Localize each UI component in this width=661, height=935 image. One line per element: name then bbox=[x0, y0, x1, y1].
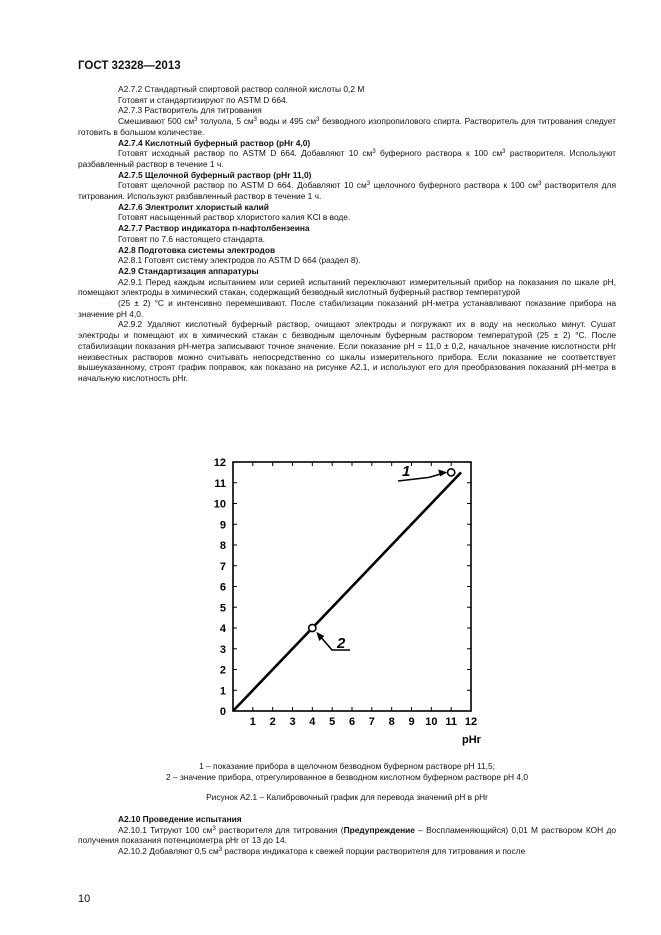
figure-caption: Рисунок А2.1 – Калибровочный график для перевода значений pH в pHr bbox=[206, 792, 488, 802]
y-tick-label: 10 bbox=[213, 498, 226, 511]
section-heading: А2.9 Стандартизация аппаратуры bbox=[118, 265, 259, 276]
calibration-line bbox=[233, 472, 461, 711]
paragraph: (25 ± 2) °С и интенсивно перемешивают. После стабилизации показаний pH-метра устанавливают показание прибора на значение pH 4,0. bbox=[78, 298, 616, 319]
x-tick-label: 8 bbox=[388, 716, 395, 728]
calibration-chart bbox=[0, 450, 661, 750]
paragraph: А2.9.2 Удаляют кислотный буферный раствор, очищают электроды и погружают их в воду на несколько минут. Сушат электроды и помещают их в химический стакан с безводным щелочным буферным раствором температурой (25 ± 2) °С. После стабилизации показания pH-метра записывают точное значение. Если показание pH = 11,0 ± 0,2, начальное значение кислотности pHr неизвестных растворов можно считывать непосредственно со шкалы измерительного прибора. Если показание не соответствует вышеуказанному, строят график поправок, как показано на рисунке А2.1, и используют его для преобразования показаний pH-метра в начальную кислотность pHr. bbox=[78, 319, 616, 383]
paragraph: Готовят по 7.6 настоящего стандарта. bbox=[118, 233, 266, 244]
x-tick-label: 3 bbox=[289, 716, 296, 728]
x-tick-label: 6 bbox=[348, 716, 356, 728]
paragraph: Смешивают 500 $см^3$ толуола, 5 $см^3$ воды и 495 $см^3$ безводного изопропилового спирта. Растворитель для титрования следует готовить в большом количестве. bbox=[78, 116, 616, 137]
paragraph: А2.7.3 Растворитель для титрования bbox=[118, 105, 262, 116]
paragraph: А2.9.1 Перед каждым испытанием или серией испытаний переключают измерительный прибор на показания по шкале pH, помещают электроды в химический стакан, содержащий безводный кислотный буферный раствор температурой bbox=[78, 276, 616, 298]
x-tick-label: 12 bbox=[464, 716, 478, 728]
section-heading: А2.7.7 Раствор индикатора п-нафтолбензеина bbox=[118, 223, 310, 234]
document-header: ГОСТ 32328—2013 bbox=[78, 60, 181, 72]
paragraph: А2.8.1 Готовят систему электродов по ASTM D 664 (раздел 8). bbox=[118, 255, 361, 266]
x-tick-label: 4 bbox=[309, 716, 316, 728]
x-tick-label: 5 bbox=[329, 716, 336, 728]
paragraph: Готовят и стандартизируют по ASTM D 664. bbox=[118, 94, 288, 105]
callout-1-label: 1 bbox=[402, 463, 411, 480]
callout-1-arrowhead bbox=[438, 469, 447, 476]
y-tick-label: 2 bbox=[219, 664, 226, 677]
x-tick-label: 10 bbox=[425, 716, 438, 728]
y-tick-label: 12 bbox=[213, 457, 226, 469]
marked-point bbox=[448, 469, 455, 476]
paragraph: А2.7.2 Стандартный спиртовой раствор соляной кислоты 0,2 М bbox=[118, 84, 365, 94]
y-tick-label: 4 bbox=[219, 623, 226, 635]
chart-series bbox=[233, 469, 461, 711]
paragraph: Готовят щелочной раствор по ASTM D 664. Добавляют 10 $см^3$ щелочного буферного раствора к 100 $см^3$ растворителя для титрования. Используют разбавленный раствор в течение 1 ч. bbox=[78, 180, 616, 202]
section-heading: А2.7.6 Электролит хлористый калий bbox=[118, 201, 269, 212]
x-tick-label: 1 bbox=[249, 716, 256, 728]
paragraph: А2.10.2 Добавляют 0,5 $см^3$ раствора индикатора к свежей порции растворителя для титрования и после bbox=[118, 846, 526, 857]
y-tick-label: 8 bbox=[219, 540, 226, 552]
y-tick-label: 7 bbox=[219, 560, 226, 573]
x-tick-label: 7 bbox=[368, 716, 375, 728]
marked-point bbox=[309, 624, 316, 631]
x-tick-label: 9 bbox=[408, 716, 415, 728]
x-tick-label: 11 bbox=[445, 716, 457, 728]
section-heading: А2.7.4 Кислотный буферный раствор (pHr 4,0) bbox=[118, 137, 311, 148]
paragraph: Готовят насыщенный раствор хлористого калия KCl в воде. bbox=[118, 212, 351, 223]
section-heading: А2.10 Проведение испытания bbox=[118, 814, 242, 824]
legend-item-2: 2 – значение прибора, отрегулированное в безводном кислотном буферном растворе pH 4,0 bbox=[166, 772, 528, 782]
section-heading: А2.7.5 Щелочной буферный раствор (pHr 11,0) bbox=[118, 169, 312, 180]
y-tick-label: 6 bbox=[219, 581, 226, 594]
y-tick-label: 11 bbox=[214, 477, 226, 490]
legend-item-1: 1 – показание прибора в щелочном безводном буферном растворе pH 11,5; bbox=[199, 761, 495, 771]
callout-2-label: 2 bbox=[337, 635, 346, 652]
y-tick-label: 9 bbox=[219, 519, 226, 532]
paragraph: А2.10.1 Титруют 100 $см^3$ растворителя для титрования (Предупреждение – Воспламеняющийся) 0,01 М раствором КОН до получения показания потенциометра pHr от 13 до 14. bbox=[78, 824, 617, 846]
x-axis-label: pHr bbox=[462, 734, 481, 746]
section-heading: А2.8 Подготовка системы электродов bbox=[118, 244, 276, 255]
paragraph: Готовят исходный раствор по ASTM D 664. Добавляют 10 $см^3$ буферного раствора к 100 $см^3$ растворителя. Используют разбавленный раствор в течение 1 ч. bbox=[78, 148, 617, 169]
section-a2-10 bbox=[78, 814, 616, 857]
y-tick-label: 0 bbox=[219, 706, 226, 718]
x-tick-label: 2 bbox=[269, 716, 276, 728]
y-tick-label: 5 bbox=[219, 602, 226, 615]
y-tick-label: 3 bbox=[219, 643, 226, 656]
page-number: 10 bbox=[78, 893, 91, 905]
document-body bbox=[78, 84, 616, 384]
y-tick-label: 1 bbox=[219, 685, 226, 698]
